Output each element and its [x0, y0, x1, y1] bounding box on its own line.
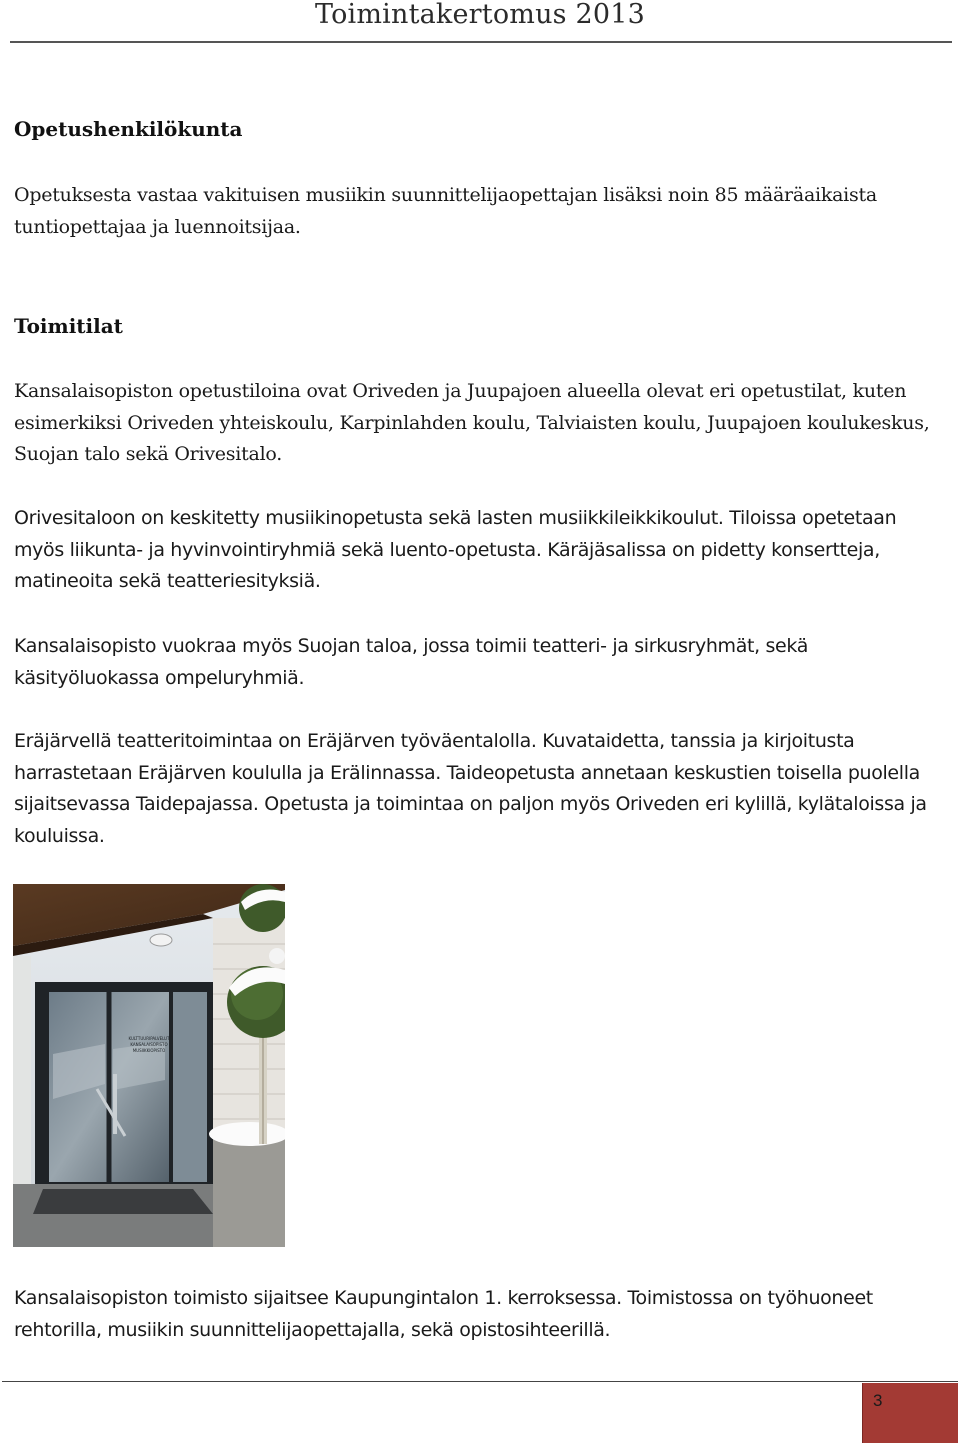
- paragraph-suojan-talo: Kansalaisopisto vuokraa myös Suojan taloa, jossa toimii teatteri- ja sirkusryhmät, sekä käsityöluokassa ompeluryhmiä.: [14, 635, 808, 689]
- document-header-title: Toimintakertomus 2013: [314, 0, 646, 30]
- door-sign-line-1: KULTTUURIPALVELUT: [128, 1036, 170, 1041]
- page-number-box: [862, 1383, 958, 1443]
- door-sign-line-3: MUSIIKKIOPISTO: [132, 1048, 166, 1053]
- footer-divider: [2, 1381, 958, 1382]
- paragraph-orivesitalo: Orivesitaloon on keskitetty musiikinopetusta sekä lasten musiikkileikkikoulut. Tiloissa opetetaan myös liikunta- ja hyvinvointiryhmiä sekä luento-opetusta. Käräjäsalissa on pidetty konsertteja, matineoita sekä teatteriesityksiä.: [14, 507, 897, 592]
- paragraph-opetustilat: Kansalaisopiston opetustiloina ovat Oriveden ja Juupajoen alueella olevat eri opetustilat, kuten esimerkiksi Oriveden yhteiskoulu, Karpinlahden koulu, Talviaisten koulu, Juupajoen koulukeskus, Suojan talo sekä Orivesitalo.: [14, 380, 930, 465]
- building-entrance-photo: [13, 884, 285, 1247]
- heading-toimitilat: Toimitilat: [14, 314, 123, 338]
- page-number: 3: [873, 1391, 883, 1410]
- heading-opetushenkilokunta: Opetushenkilökunta: [14, 117, 243, 141]
- paragraph-erajarvi: Eräjärvellä teatteritoimintaa on Eräjärven työväentalolla. Kuvataidetta, tanssia ja kirjoitusta harrastetaan Eräjärven koululla ja Erälinnassa. Taideopetusta annetaan keskustien toisella puolella sijaitsevassa Taidepajassa. Opetusta ja toimintaa on paljon myös Oriveden eri kylillä, kylätaloissa ja kouluissa.: [14, 730, 927, 847]
- header-divider: [10, 41, 952, 43]
- paragraph-toimisto: Kansalaisopiston toimisto sijaitsee Kaupungintalon 1. kerroksessa. Toimistossa on työhuoneet rehtorilla, musiikin suunnittelijaopettajalla, sekä opistosihteerillä.: [14, 1287, 873, 1341]
- door-sign-line-2: KANSALAISOPISTO: [130, 1042, 168, 1047]
- paragraph-opetushenkilokunta: Opetuksesta vastaa vakituisen musiikin suunnittelijaopettajan lisäksi noin 85 määräaikaista tuntiopettajaa ja luennoitsijaa.: [14, 184, 877, 238]
